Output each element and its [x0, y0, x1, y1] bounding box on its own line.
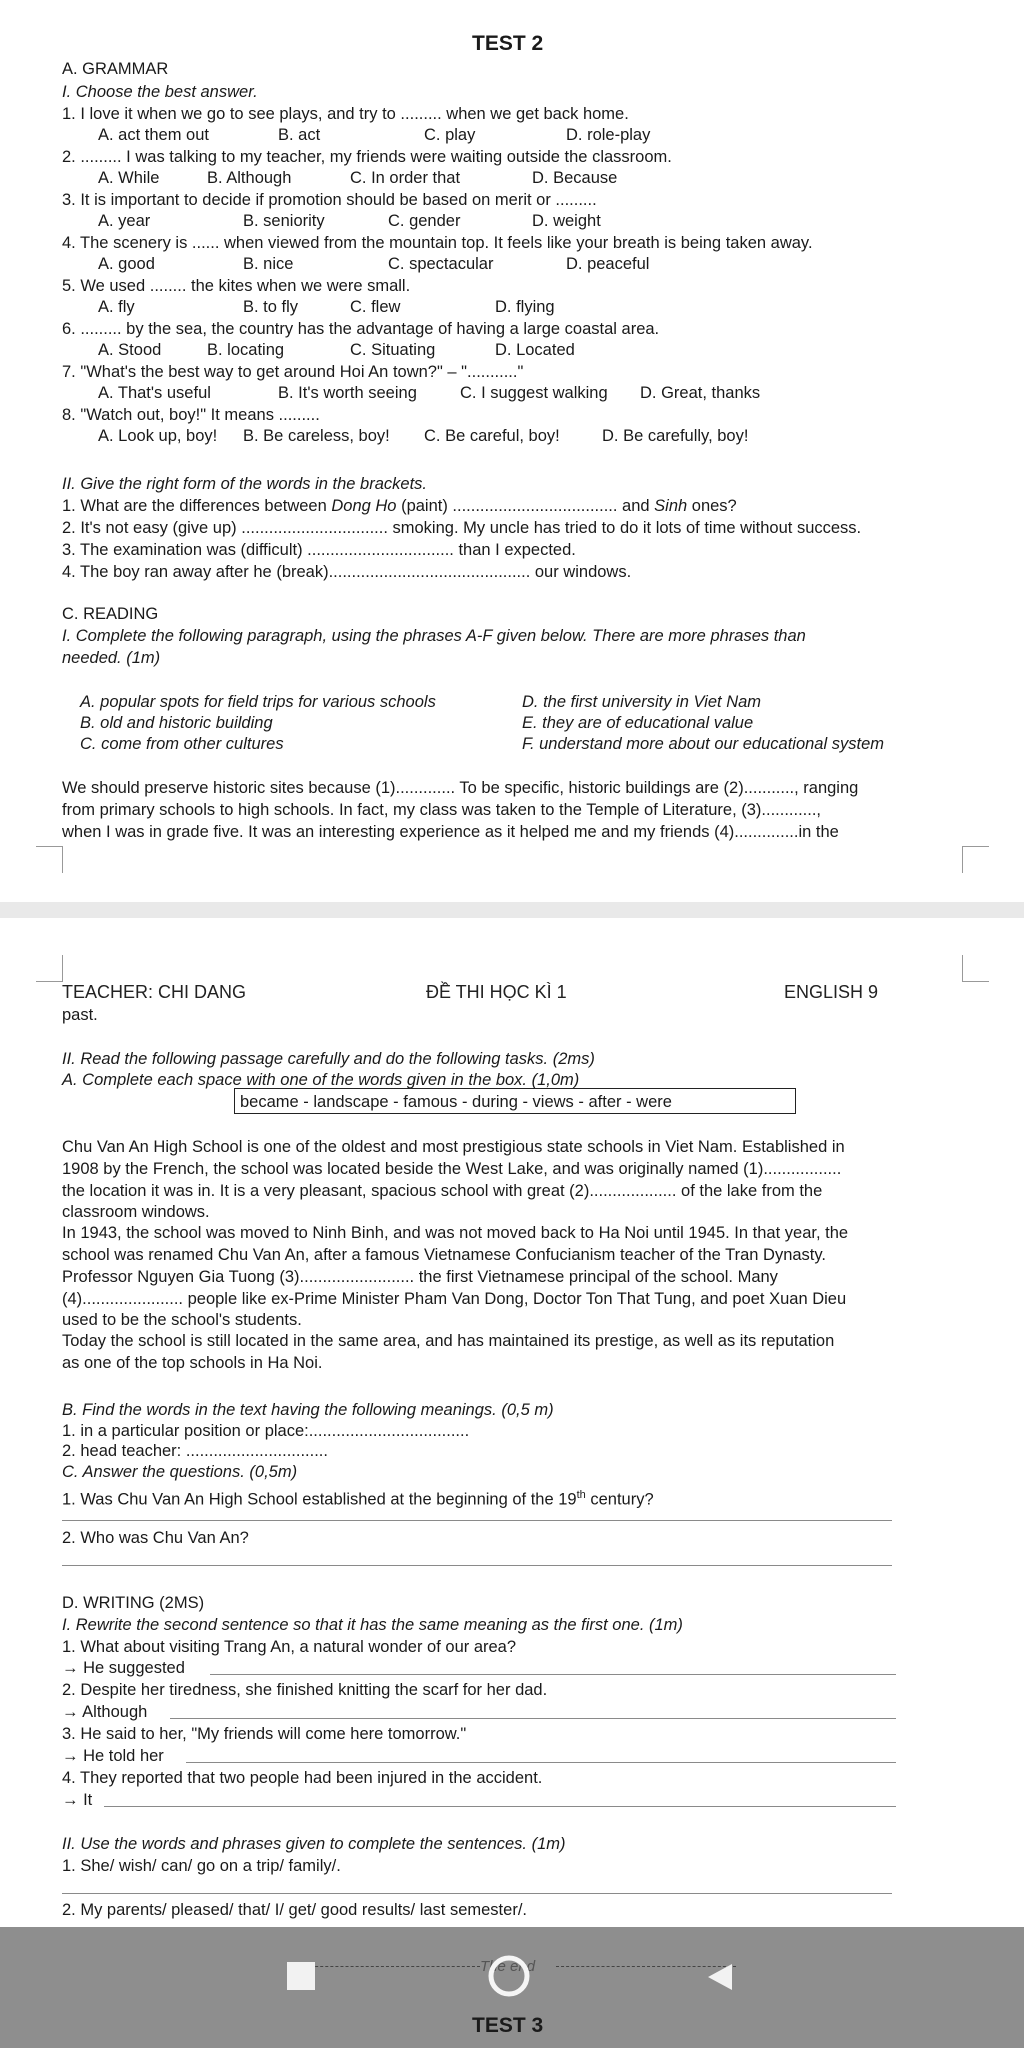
passage-line-11: as one of the top schools in Ha Noi. — [62, 1354, 323, 1372]
phrase-f: F. understand more about our educational system — [522, 735, 884, 753]
section-writing: D. WRITING (2MS) — [62, 1594, 205, 1612]
home-button[interactable] — [487, 1954, 531, 1998]
passage-line-3: the location it was in. It is a very pleasant, spacious school with great (2)................... of the lake from the — [62, 1182, 823, 1200]
task-c-question-1-text: 1. Was Chu Van An High School established at the beginning of the 19 — [62, 1490, 577, 1509]
section-reading: C. READING — [62, 605, 159, 623]
sentence-build-2: 2. My parents/ pleased/ that/ I/ get/ good results/ last semester/. — [62, 1901, 527, 1919]
passage-line-1: Chu Van An High School is one of the oldest and most prestigious state schools in Viet Nam. Established in — [62, 1138, 845, 1156]
word-form-1 — [62, 496, 737, 516]
answer-line — [62, 1565, 892, 1566]
sentence-build-1: 1. She/ wish/ can/ go on a trip/ family/. — [62, 1857, 341, 1875]
q1-option-a: A. act them out — [98, 126, 209, 144]
reading-instruction-line2: needed. (1m) — [62, 649, 161, 667]
phrase-b: B. old and historic building — [80, 714, 273, 732]
passage-line-4: classroom windows. — [62, 1203, 210, 1221]
reading-part2-title: II. Read the following passage carefully and do the following tasks. (2ms) — [62, 1050, 595, 1068]
rewrite-1: 1. What about visiting Trang An, a natural wonder of our area? — [62, 1638, 517, 1656]
word-form-1-pre: 1. What are the differences between — [62, 497, 332, 515]
passage-line-10: Today the school is still located in the same area, and has maintained its prestige, as well as its reputation — [62, 1332, 835, 1350]
page-corner-mark — [962, 846, 989, 873]
word-form-1-dongho: Dong Ho — [331, 497, 397, 515]
word-form-1-mid: (paint) .................................... and — [396, 497, 655, 515]
divider-line — [300, 1966, 480, 1967]
answer-line — [104, 1806, 896, 1807]
overlapped-text: The end — [480, 1958, 536, 1975]
phrase-e: E. they are of educational value — [522, 714, 754, 732]
task-c-question-1-end: century? — [585, 1490, 654, 1509]
next-test-title: TEST 3 — [472, 2014, 544, 2037]
superscript-th: th — [576, 1489, 586, 1501]
reading-instruction-line1: I. Complete the following paragraph, using the phrases A-F given below. There are more phrases than — [62, 627, 806, 645]
question-7: 7. "What's the best way to get around Hoi An town?" – "..........." — [62, 363, 524, 381]
word-box-words: became - landscape - famous - during - views - after - were — [240, 1093, 672, 1111]
question-2: 2. ......... I was talking to my teacher, my friends were waiting outside the classroom. — [62, 148, 672, 166]
q1-option-b: B. act — [278, 126, 321, 144]
phrase-d: D. the first university in Viet Nam — [522, 693, 762, 711]
page-corner-mark — [36, 846, 63, 873]
q8-option-c: C. Be careful, boy! — [424, 427, 560, 445]
task-c-question-1 — [62, 1485, 654, 1510]
q5-option-d: D. flying — [495, 298, 555, 316]
q2-option-a: A. While — [98, 169, 160, 187]
rewrite-3: 3. He said to her, "My friends will come here tomorrow." — [62, 1725, 467, 1743]
answer-line — [62, 1893, 892, 1894]
q7-option-c: C. I suggest walking — [460, 384, 608, 402]
q4-option-b: B. nice — [243, 255, 294, 273]
subject-label: ENGLISH 9 — [784, 982, 879, 1002]
question-4: 4. The scenery is ...... when viewed from the mountain top. It feels like your breath is being taken away. — [62, 234, 813, 252]
task-c-instruction: C. Answer the questions. (0,5m) — [62, 1463, 298, 1481]
rewrite-2-answer-prompt: → Although — [62, 1703, 148, 1721]
part2-title: II. Give the right form of the words in the brackets. — [62, 475, 427, 493]
word-form-1-sinh: Sinh — [654, 497, 688, 515]
page-corner-mark — [36, 955, 63, 982]
q8-option-a: A. Look up, boy! — [98, 427, 218, 445]
passage-line-6: school was renamed Chu Van An, after a famous Vietnamese Confucianism teacher of the Tran Dynasty. — [62, 1246, 826, 1264]
q4-option-a: A. good — [98, 255, 155, 273]
q3-option-d: D. weight — [532, 212, 601, 230]
passage-line-7: Professor Nguyen Gia Tuong (3)......................... the first Vietnamese principal of the school. Many — [62, 1268, 778, 1286]
answer-line — [186, 1762, 896, 1763]
writing-instruction-2: II. Use the words and phrases given to complete the sentences. (1m) — [62, 1835, 566, 1853]
task-a-instruction: A. Complete each space with one of the words given in the box. (1,0m) — [62, 1071, 580, 1089]
continued-text: past. — [62, 1006, 98, 1024]
q7-option-a: A. That's useful — [98, 384, 211, 402]
q6-option-c: C. Situating — [350, 341, 436, 359]
q5-option-b: B. to fly — [243, 298, 299, 316]
q6-option-b: B. locating — [207, 341, 285, 359]
rewrite-4: 4. They reported that two people had been injured in the accident. — [62, 1769, 543, 1787]
question-6: 6. ......... by the sea, the country has the advantage of having a large coastal area. — [62, 320, 660, 338]
q4-option-c: C. spectacular — [388, 255, 494, 273]
rewrite-4-answer-prompt: → It — [62, 1791, 93, 1809]
rewrite-3-answer-prompt: → He told her — [62, 1747, 164, 1765]
question-8: 8. "Watch out, boy!" It means ......... — [62, 406, 320, 424]
reading-paragraph-line2: from primary schools to high schools. In fact, my class was taken to the Temple of Literature, (3)............, — [62, 801, 821, 819]
home-circle-icon — [487, 1954, 531, 1998]
writing-instruction-1: I. Rewrite the second sentence so that it has the same meaning as the first one. (1m) — [62, 1616, 683, 1634]
passage-line-2: 1908 by the French, the school was located beside the West Lake, and was originally named (1)................. — [62, 1160, 842, 1178]
task-c-question-2: 2. Who was Chu Van An? — [62, 1529, 249, 1547]
q7-option-b: B. It's worth seeing — [278, 384, 417, 402]
q1-option-c: C. play — [424, 126, 476, 144]
question-3: 3. It is important to decide if promotion should be based on merit or ......... — [62, 191, 597, 209]
question-1: 1. I love it when we go to see plays, and try to ......... when we get back home. — [62, 105, 629, 123]
answer-line — [210, 1674, 896, 1675]
page-separator — [0, 902, 1024, 918]
reading-paragraph-line3: when I was in grade five. It was an interesting experience as it helped me and my friends (4)..............in the — [62, 823, 839, 841]
q2-option-d: D. Because — [532, 169, 618, 187]
q2-option-b: B. Although — [207, 169, 292, 187]
q6-option-a: A. Stood — [98, 341, 162, 359]
section-grammar: A. GRAMMAR — [62, 60, 169, 78]
exam-title: ĐỀ THI HỌC KÌ 1 — [426, 982, 567, 1002]
task-b-item-1: 1. in a particular position or place:................................... — [62, 1422, 470, 1440]
q3-option-c: C. gender — [388, 212, 461, 230]
word-form-1-post: ones? — [687, 497, 737, 515]
page-corner-mark — [962, 955, 989, 982]
q4-option-d: D. peaceful — [566, 255, 650, 273]
q1-option-d: D. role-play — [566, 126, 651, 144]
word-form-2: 2. It's not easy (give up) ................................ smoking. My uncle has tried to do it lots of time without success. — [62, 519, 862, 537]
phrase-a: A. popular spots for field trips for various schools — [80, 693, 436, 711]
passage-line-9: used to be the school's students. — [62, 1311, 302, 1329]
rewrite-1-answer-prompt: → He suggested — [62, 1659, 185, 1677]
part1-title: I. Choose the best answer. — [62, 83, 258, 101]
recent-apps-button[interactable] — [287, 1962, 315, 1990]
q7-option-d: D. Great, thanks — [640, 384, 761, 402]
task-b-instruction: B. Find the words in the text having the following meanings. (0,5 m) — [62, 1401, 554, 1419]
answer-line — [170, 1718, 896, 1719]
back-button[interactable] — [706, 1962, 734, 1992]
q5-option-c: C. flew — [350, 298, 401, 316]
reading-paragraph-line1: We should preserve historic sites because (1)............. To be specific, historic buildings are (2)..........., ranging — [62, 779, 859, 797]
passage-line-5: In 1943, the school was moved to Ninh Binh, and was not moved back to Ha Noi until 1945. In that year, the — [62, 1224, 849, 1242]
teacher-name: TEACHER: CHI DANG — [62, 982, 247, 1002]
back-triangle-icon — [706, 1962, 734, 1992]
q8-option-b: B. Be careless, boy! — [243, 427, 390, 445]
answer-line — [62, 1520, 892, 1521]
test-title: TEST 2 — [472, 32, 544, 55]
word-form-4: 4. The boy ran away after he (break)............................................ our windows. — [62, 563, 632, 581]
phrase-c: C. come from other cultures — [80, 735, 284, 753]
question-5: 5. We used ........ the kites when we were small. — [62, 277, 411, 295]
passage-line-8: (4)...................... people like ex-Prime Minister Pham Van Dong, Doctor Ton That Tung, and poet Xuan Dieu — [62, 1290, 847, 1308]
q3-option-b: B. seniority — [243, 212, 325, 230]
q6-option-d: D. Located — [495, 341, 575, 359]
rewrite-2: 2. Despite her tiredness, she finished knitting the scarf for her dad. — [62, 1681, 548, 1699]
q2-option-c: C. In order that — [350, 169, 461, 187]
q3-option-a: A. year — [98, 212, 151, 230]
q5-option-a: A. fly — [98, 298, 135, 316]
word-form-3: 3. The examination was (difficult) ................................ than I expected. — [62, 541, 576, 559]
q8-option-d: D. Be carefully, boy! — [602, 427, 749, 445]
task-b-item-2: 2. head teacher: ............................... — [62, 1442, 328, 1460]
